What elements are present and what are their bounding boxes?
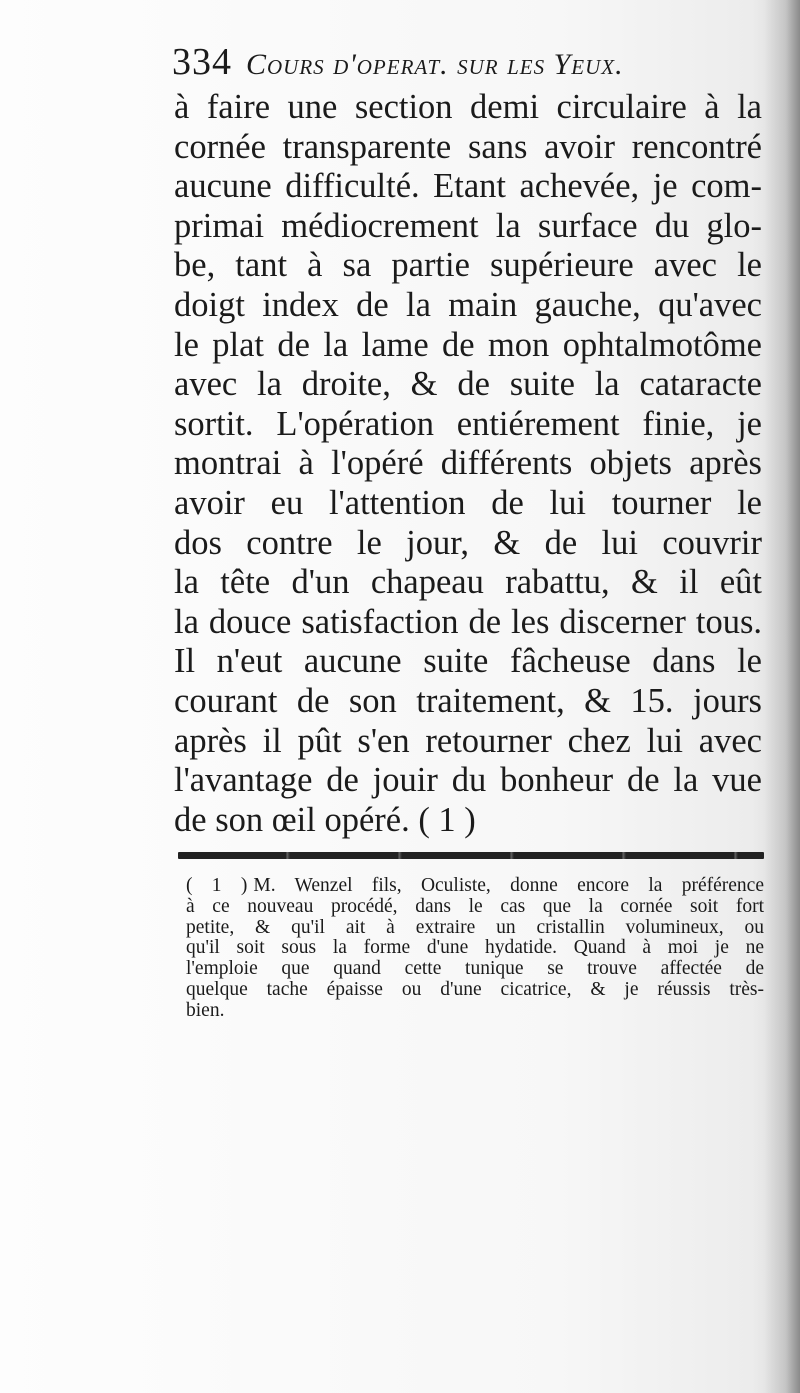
body-line: cornée transparente sans avoir rencontré <box>174 127 762 166</box>
footnote-line: à ce nouveau procédé, dans le cas que la cornée soit fort <box>186 895 764 917</box>
body-line: courant de son traitement, & 15. jours <box>174 681 762 720</box>
body-line: la tête d'un chapeau rabattu, & il eût <box>174 563 762 602</box>
running-title: Cours d'operat. sur les Yeux. <box>246 48 624 81</box>
body-line: la douce satisfaction de les discerner tous. <box>174 602 762 641</box>
footnote-line: l'emploie que quand cette tunique se trouve affectée de <box>186 958 764 980</box>
body-line: dos contre le jour, & de lui couvrir <box>174 523 762 562</box>
page-number: 334 <box>172 41 232 83</box>
footnote-line-text: M. Wenzel fils, Oculiste, donne encore la préférence <box>253 875 764 896</box>
body-line: doigt index de la main gauche, qu'avec <box>174 285 762 324</box>
body-line: avoir eu l'attention de lui tourner le <box>174 483 762 522</box>
body-line: primai médiocrement la surface du glo- <box>174 206 762 245</box>
footnote-line <box>186 876 764 897</box>
footnote-line: bien. <box>186 999 225 1021</box>
body-line: be, tant à sa partie supérieure avec le <box>174 246 762 285</box>
body-text <box>174 88 762 840</box>
page-header <box>172 40 762 92</box>
body-line: montrai à l'opéré différents objets après <box>174 444 762 483</box>
footnote-line: petite, & qu'il ait à extraire un cristallin volumineux, ou <box>186 916 764 938</box>
body-line: aucune difficulté. Etant achevée, je com- <box>174 167 762 206</box>
page-gutter-shadow <box>764 0 800 1393</box>
body-line: Il n'eut aucune suite fâcheuse dans le <box>174 642 762 681</box>
footnote-marker: ( 1 ) <box>186 875 248 896</box>
footnote-line: quelque tache épaisse ou d'une cicatrice, & je réussis très- <box>186 978 764 1000</box>
footnote-separator-rule <box>178 852 764 859</box>
body-line: l'avantage de jouir du bonheur de la vue <box>174 761 762 800</box>
body-line: à faire une section demi circulaire à la <box>174 88 762 126</box>
body-line: le plat de la lame de mon ophtalmotôme <box>174 325 762 364</box>
footnote <box>186 876 764 1022</box>
footnote-line: qu'il soit sous la forme d'une hydatide. Quand à moi je ne <box>186 937 764 959</box>
body-line: sortit. L'opération entiérement finie, je <box>174 404 762 443</box>
body-line: après il pût s'en retourner chez lui avec <box>174 721 762 760</box>
body-line: avec la droite, & de suite la cataracte <box>174 365 762 404</box>
body-line: de son œil opéré. ( 1 ) <box>174 800 476 839</box>
